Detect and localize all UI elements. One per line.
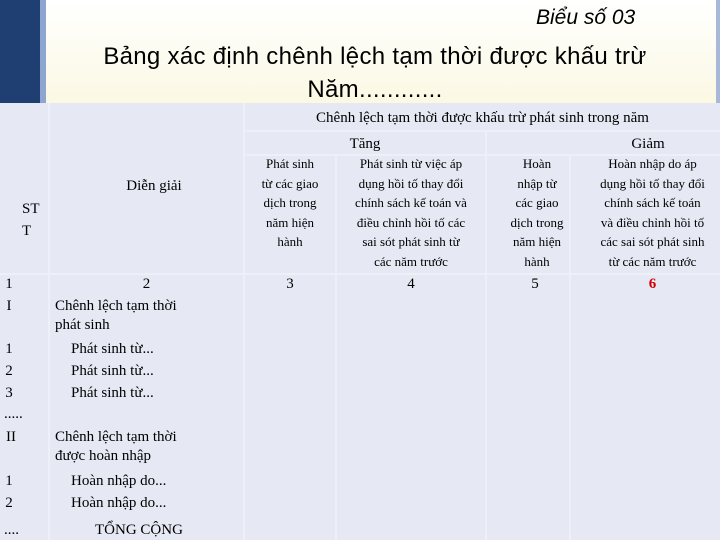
cell-body-col4 [337,275,485,540]
cell-body-col5 [487,275,569,540]
col5-header: Hoàn nhập từ các giao dịch trong năm hiện hành [510,156,564,269]
col4-header: Phát sinh từ việc áp dụng hồi tố thay đổi chính sách kế toán và điều chỉnh hồi tố các sai sót phát sinh từ các năm trước [355,156,467,269]
total-label: TỔNG CỘNG [95,522,183,538]
form-number: Biểu số 03 [536,6,636,29]
page-title [30,40,720,106]
tang-header: Tăng [349,136,381,152]
stt-header: ST T [22,201,40,239]
group-header: Chênh lệch tạm thời được khấu trừ phát sinh trong năm [316,110,649,126]
row-stt-2a: 2 [5,363,13,379]
row-stt-II: II [6,429,16,445]
row-label-1a: Phát sinh từ... [71,341,154,357]
title-line-2: Năm............ [307,76,443,103]
row-stt-I: I [6,298,12,314]
col-number-5: 5 [531,276,539,292]
col6-header: Hoàn nhập do áp dụng hồi tố thay đổi chính sách kế toán và điều chỉnh hồi tố các sai sót phát sinh từ các năm trước [600,156,705,269]
cell-body-col6 [571,275,720,540]
title-line-1: Bảng xác định chênh lệch tạm thời được khấu trừ [103,43,647,70]
giam-header: Giảm [631,136,665,152]
row-label-2b: Hoàn nhập do... [71,495,167,511]
col-number-1: 1 [5,276,13,292]
data-table [0,103,720,540]
row-label-1b: Hoàn nhập do... [71,473,167,489]
cell-stt-header [0,103,48,273]
row-stt-1b: 1 [5,473,13,489]
row-stt-1a: 1 [5,341,13,357]
col-number-3: 3 [286,276,294,292]
row-label-3a: Phát sinh từ... [71,385,154,401]
col-number-2: 2 [142,276,151,292]
dien-giai-header: Diễn giải [126,178,182,194]
row-label-2a: Phát sinh từ... [71,363,154,379]
row-stt-3a: 3 [5,385,13,401]
cell-body-col3 [245,275,335,540]
row-stt-2b: 2 [5,495,13,511]
row-label-I: Chênh lệch tạm thời phát sinh [55,298,177,333]
col-number-6: 6 [648,276,657,292]
col3-header: Phát sinh từ các giao dịch trong năm hiện hành [261,156,319,249]
col-number-4: 4 [407,276,415,292]
row-label-II: Chênh lệch tạm thời được hoàn nhập [55,429,177,464]
row-stt-ellipsis-2: .... [4,522,19,538]
row-stt-ellipsis-1: ..... [4,406,23,422]
